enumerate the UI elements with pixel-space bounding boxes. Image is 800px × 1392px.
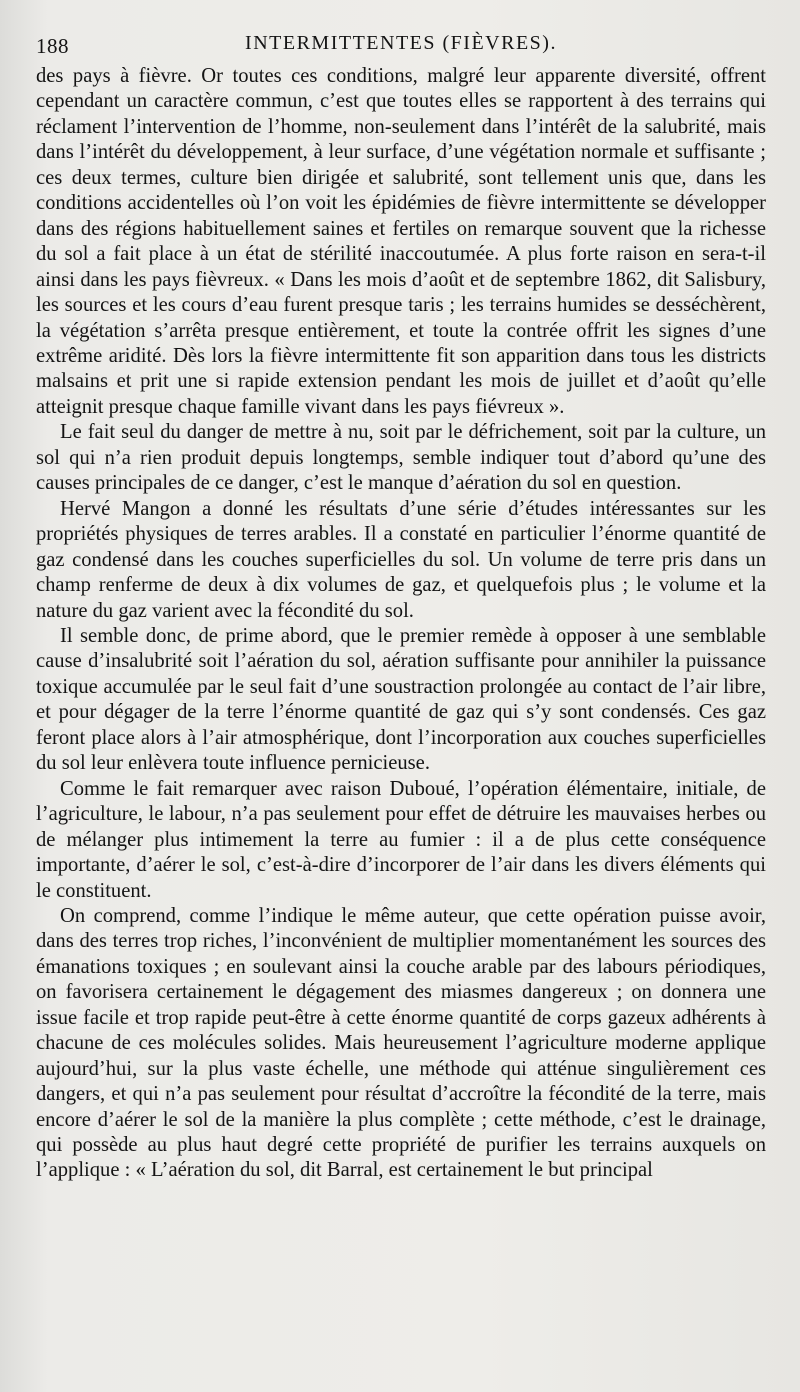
- paragraph: des pays à fièvre. Or toutes ces conditions, malgré leur apparente diversité, offrent cependant un caractère commun, c’est que toutes elles se rapportent à des terrains qui réclament l’intervention de l’homme, non-seulement dans l’intérêt de la salubrité, mais dans l’intérêt du développement, à leur surface, d’une végétation normale et suffisante ; ces deux termes, culture bien dirigée et salubrité, sont tellement unis que, dans les conditions accidentelles où l’on voit les épidémies de fièvre intermittente se développer dans des régions habituellement saines et fertiles on remarque souvent que la richesse du sol a fait place à un état de stérilité inaccoutumée. A plus forte raison en sera-t-il ainsi dans les pays fièvreux. « Dans les mois d’août et de septembre 1862, dit Salisbury, les sources et les cours d’eau furent presque taris ; les terrains humides se desséchèrent, la végétation s’arrêta presque entièrement, et toute la contrée offrit les signes d’une extrême aridité. Dès lors la fièvre intermittente fit son apparition dans tous les districts malsains et prit une si rapide extension pendant les mois de juillet et d’août qu’elle atteignit presque chaque famille vivant dans les pays fiévreux ».: [36, 65, 766, 418]
- body-text: [36, 64, 766, 1184]
- page-number: 188: [36, 34, 69, 58]
- paragraph: On comprend, comme l’indique le même auteur, que cette opération puisse avoir, dans des terres trop riches, l’inconvénient de multiplier momentanément les sources des émanations toxiques ; en soulevant ainsi la couche arable par des labours périodiques, on favorisera certainement le dégagement des miasmes dangereux ; on donnera une issue facile et trop rapide peut-être à cette énorme quantité de corps gazeux adhérents à chacune de ces molécules solides. Mais heureusement l’agriculture moderne applique aujourd’hui, sur la plus vaste échelle, une méthode qui atténue singulièrement ces dangers, et qui n’a pas seulement pour résultat d’accroître la fécondité de la terre, mais encore d’aérer le sol de la manière la plus complète ; cette méthode, c’est le drainage, qui possède au plus haut degré cette propriété de purifier les terrains auxquels on l’applique : « L’aération du sol, dit Barral, est certainement le but principal: [36, 904, 766, 1182]
- paragraph: Le fait seul du danger de mettre à nu, soit par le défrichement, soit par la culture, un sol qui n’a rien produit depuis longtemps, semble indiquer tout d’abord qu’une des causes principales de ce danger, c’est le manque d’aération du sol en question.: [36, 421, 766, 495]
- paragraph: Il semble donc, de prime abord, que le premier remède à opposer à une semblable cause d’insalubrité soit l’aération du sol, aération suffisante pour annihiler la puissance toxique accumulée par le seul fait d’une soustraction prolongée au contact de l’air libre, et pour dégager de la terre l’énorme quantité de gaz qui s’y sont condensés. Ces gaz feront place alors à l’air atmosphérique, dont l’incorporation aux couches superficielles du sol leur enlèvera toute influence pernicieuse.: [36, 624, 766, 775]
- running-title: INTERMITTENTES (FIÈVRES).: [245, 32, 557, 54]
- page-header: [36, 28, 766, 58]
- paragraph: Hervé Mangon a donné les résultats d’une série d’études intéressantes sur les propriétés physiques de terres arables. Il a constaté en particulier l’énorme quantité de gaz condensé dans les couches superficielles du sol. Un volume de terre pris dans un champ renferme de deux à dix volumes de gaz, et quelquefois plus ; le volume et la nature du gaz varient avec la fécondité du sol.: [36, 497, 766, 622]
- paragraph: Comme le fait remarquer avec raison Duboué, l’opération élémentaire, initiale, de l’agriculture, le labour, n’a pas seulement pour effet de détruire les mauvaises herbes ou de mélanger plus intimement la terre au fumier : il a de plus cette conséquence importante, d’aérer le sol, c’est-à-dire d’incorporer de l’air dans les divers éléments qui le constituent.: [36, 777, 766, 902]
